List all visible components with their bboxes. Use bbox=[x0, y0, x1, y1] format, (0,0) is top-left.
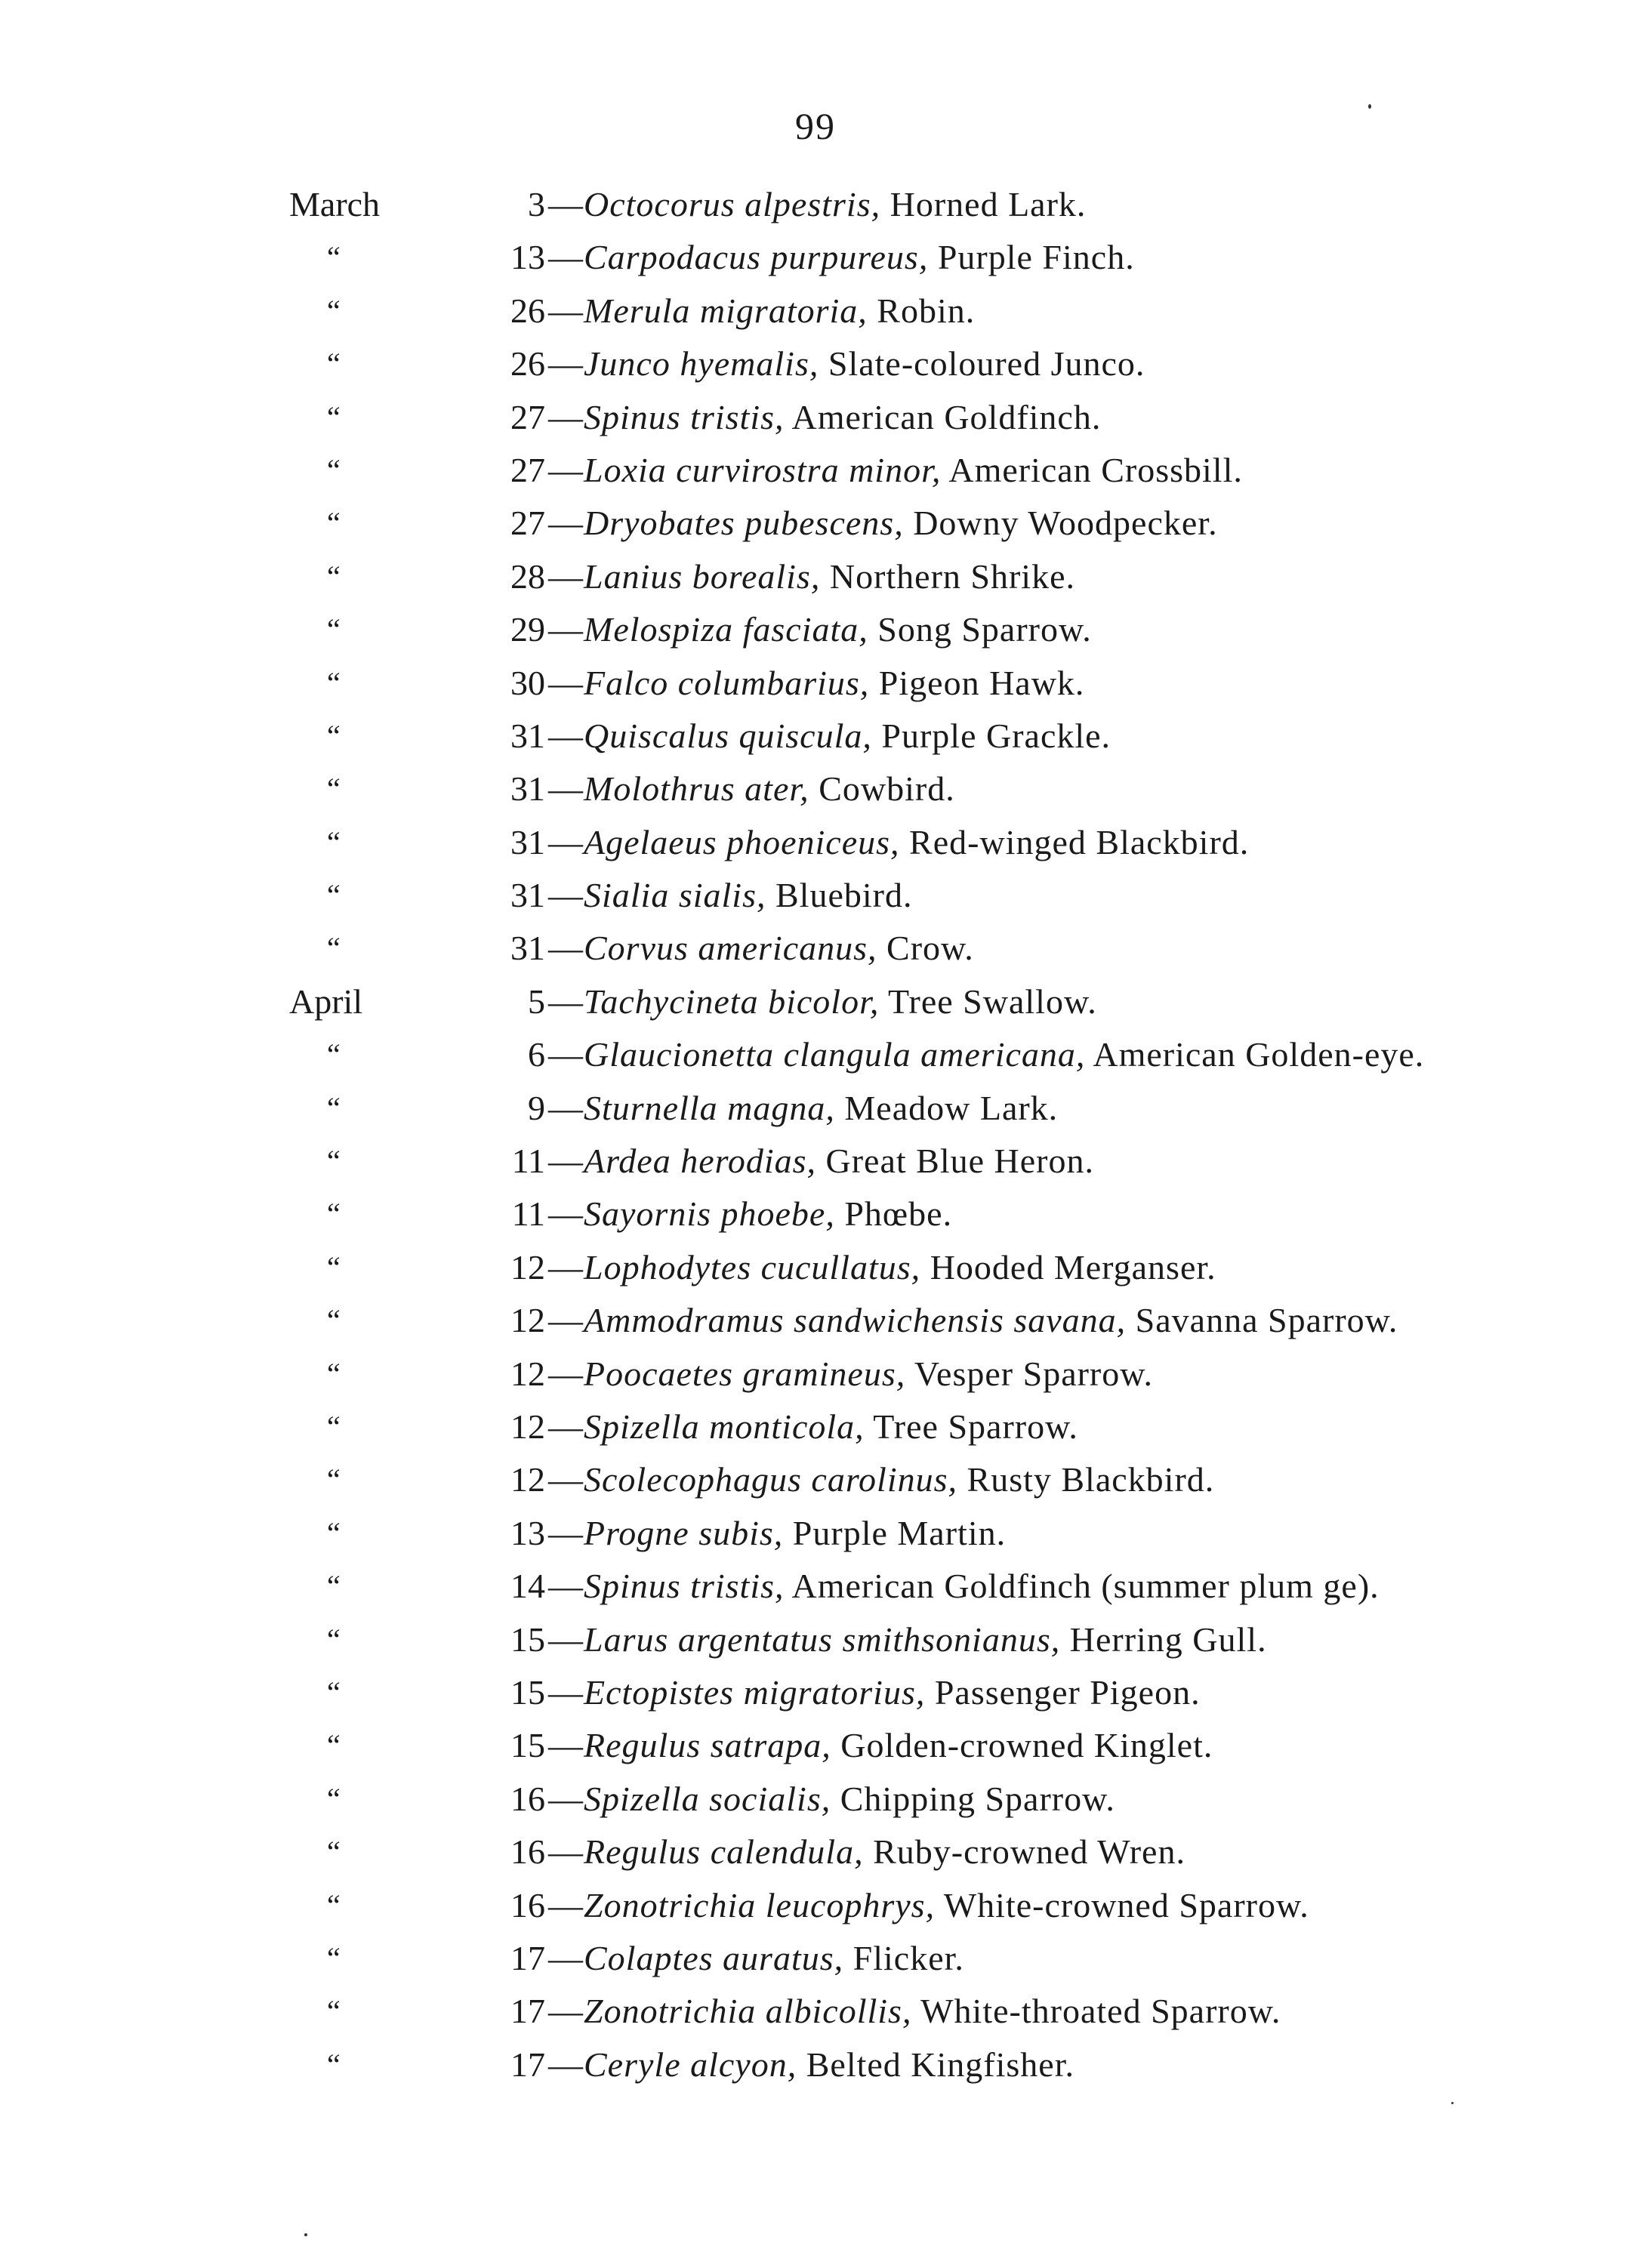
list-item bbox=[0, 1453, 1631, 1506]
common-name: American Goldfinch (summer plum ge). bbox=[784, 1567, 1380, 1606]
common-name: Bluebird. bbox=[766, 876, 913, 915]
common-name: Purple Finch. bbox=[928, 238, 1135, 277]
common-name: Song Sparrow. bbox=[868, 610, 1092, 649]
scientific-name: Molothrus ater, bbox=[584, 769, 809, 809]
scientific-name: Merula migratoria, bbox=[584, 291, 868, 330]
common-name: Crow. bbox=[877, 929, 974, 968]
entry-text: —Regulus calendula, Ruby-crowned Wren. bbox=[548, 1832, 1185, 1872]
common-name: Savanna Sparrow. bbox=[1126, 1301, 1398, 1340]
entry-text: —Spizella socialis, Chipping Sparrow. bbox=[548, 1779, 1115, 1818]
common-name: Rusty Blackbird. bbox=[957, 1460, 1215, 1499]
ditto-mark: “ bbox=[327, 1835, 341, 1869]
ditto-mark: “ bbox=[327, 1569, 341, 1604]
list-item bbox=[0, 1932, 1631, 1985]
entry-text: —Poocaetes gramineus, Vesper Sparrow. bbox=[548, 1354, 1153, 1393]
ditto-mark: “ bbox=[327, 559, 341, 593]
entry-text: —Merula migratoria, Robin. bbox=[548, 291, 976, 330]
ditto-mark: “ bbox=[327, 1728, 341, 1763]
ditto-mark: “ bbox=[327, 2047, 341, 2082]
ditto-mark: “ bbox=[327, 878, 341, 913]
scientific-name: Ammodramus sandwichensis savana, bbox=[584, 1301, 1127, 1340]
day-number: 17 bbox=[510, 1938, 545, 1977]
scientific-name: Sayornis phoebe, bbox=[584, 1194, 835, 1234]
entry-text: —Junco hyemalis, Slate-coloured Junco. bbox=[548, 344, 1145, 384]
list-item bbox=[0, 657, 1631, 710]
scientific-name: Progne subis, bbox=[584, 1513, 784, 1552]
common-name: Horned Lark. bbox=[880, 185, 1087, 223]
ditto-mark: “ bbox=[327, 1675, 341, 1709]
day-number: 30 bbox=[510, 663, 545, 702]
day-number: 15 bbox=[510, 1619, 545, 1659]
ditto-mark: “ bbox=[327, 1994, 341, 2029]
scientific-name: Tachycineta bicolor, bbox=[584, 981, 880, 1021]
day-number: 12 bbox=[510, 1460, 545, 1499]
ditto-mark: “ bbox=[327, 452, 341, 487]
scientific-name: Ectopistes migratorius, bbox=[584, 1672, 926, 1712]
ditto-mark: “ bbox=[327, 1144, 341, 1179]
day-number: 27 bbox=[510, 450, 545, 489]
entry-text: —Colaptes auratus, Flicker. bbox=[548, 1938, 964, 1977]
list-item bbox=[0, 550, 1631, 603]
common-name: American Goldfinch. bbox=[784, 397, 1102, 436]
scientific-name: Zonotrichia leucophrys, bbox=[584, 1885, 936, 1924]
page-number: 99 bbox=[795, 105, 836, 147]
entry-text: —Spinus tristis, American Goldfinch (summer plum ge). bbox=[548, 1567, 1380, 1606]
list-item bbox=[0, 1666, 1631, 1719]
entry-text: —Regulus satrapa, Golden-crowned Kinglet. bbox=[548, 1726, 1213, 1765]
entry-text: —Larus argentatus smithsonianus, Herring Gull. bbox=[548, 1619, 1267, 1659]
print-speck bbox=[304, 2233, 307, 2236]
common-name: Northern Shrike. bbox=[820, 556, 1075, 596]
ditto-mark: “ bbox=[327, 1409, 341, 1444]
month-label: April bbox=[289, 981, 363, 1021]
ditto-mark: “ bbox=[327, 1037, 341, 1072]
ditto-mark: “ bbox=[327, 1515, 341, 1550]
day-number: 16 bbox=[510, 1832, 545, 1872]
ditto-mark: “ bbox=[327, 1781, 341, 1816]
entry-text: —Molothrus ater, Cowbird. bbox=[548, 769, 955, 809]
scientific-name: Spizella monticola, bbox=[584, 1407, 865, 1446]
common-name: American Crossbill. bbox=[941, 450, 1243, 489]
list-item bbox=[0, 391, 1631, 444]
day-number: 5 bbox=[528, 981, 545, 1021]
day-number: 15 bbox=[510, 1726, 545, 1765]
entry-text: —Falco columbarius, Pigeon Hawk. bbox=[548, 663, 1085, 702]
common-name: Herring Gull. bbox=[1060, 1619, 1267, 1659]
entry-text: —Zonotrichia leucophrys, White-crowned Sparrow. bbox=[548, 1885, 1309, 1924]
ditto-mark: “ bbox=[327, 240, 341, 275]
ditto-mark: “ bbox=[327, 1250, 341, 1284]
day-number: 16 bbox=[510, 1779, 545, 1818]
entry-text: —Ardea herodias, Great Blue Heron. bbox=[548, 1142, 1095, 1181]
day-number: 15 bbox=[510, 1672, 545, 1712]
list-item bbox=[0, 1773, 1631, 1826]
day-number: 31 bbox=[510, 929, 545, 968]
day-number: 17 bbox=[510, 2045, 545, 2084]
ditto-mark: “ bbox=[327, 1197, 341, 1231]
common-name: American Golden-eye. bbox=[1085, 1035, 1425, 1074]
list-item bbox=[0, 2038, 1631, 2091]
ditto-mark: “ bbox=[327, 1940, 341, 1975]
day-number: 6 bbox=[528, 1035, 545, 1074]
entry-text: —Octocorus alpestris, Horned Lark. bbox=[548, 185, 1087, 223]
common-name: Red-winged Blackbird. bbox=[899, 822, 1250, 861]
common-name: Slate-coloured Junco. bbox=[819, 344, 1145, 384]
scientific-name: Carpodacus purpureus, bbox=[584, 238, 929, 277]
day-number: 9 bbox=[528, 1088, 545, 1127]
scientific-name: Spinus tristis, bbox=[584, 1567, 785, 1606]
list-item bbox=[0, 603, 1631, 656]
common-name: Robin. bbox=[867, 291, 976, 330]
day-number: 31 bbox=[510, 769, 545, 809]
scientific-name: Agelaeus phoeniceus, bbox=[584, 822, 900, 861]
day-number: 27 bbox=[510, 504, 545, 543]
day-number: 12 bbox=[510, 1247, 545, 1287]
bird-arrival-list bbox=[0, 178, 1631, 2091]
entry-text: —Ammodramus sandwichensis savana, Savanna Sparrow. bbox=[548, 1301, 1398, 1340]
list-item bbox=[0, 285, 1631, 337]
day-number: 14 bbox=[510, 1567, 545, 1606]
list-item bbox=[0, 1613, 1631, 1666]
list-item bbox=[0, 763, 1631, 815]
scientific-name: Larus argentatus smithsonianus, bbox=[584, 1619, 1061, 1659]
scientific-name: Melospiza fasciata, bbox=[584, 610, 868, 649]
common-name: Passenger Pigeon. bbox=[925, 1672, 1201, 1712]
day-number: 26 bbox=[510, 344, 545, 384]
list-item bbox=[0, 1294, 1631, 1347]
list-item bbox=[0, 1188, 1631, 1240]
day-number: 31 bbox=[510, 876, 545, 915]
common-name: Ruby-crowned Wren. bbox=[863, 1832, 1185, 1872]
list-item bbox=[0, 922, 1631, 975]
common-name: Chipping Sparrow. bbox=[831, 1779, 1115, 1818]
entry-text: —Zonotrichia albicollis, White-throated Sparrow. bbox=[548, 1992, 1281, 2031]
scientific-name: Lophodytes cucullatus, bbox=[584, 1247, 921, 1287]
day-number: 12 bbox=[510, 1354, 545, 1393]
day-number: 13 bbox=[510, 238, 545, 277]
ditto-mark: “ bbox=[327, 1356, 341, 1391]
day-number: 31 bbox=[510, 822, 545, 861]
entry-text: —Sturnella magna, Meadow Lark. bbox=[548, 1088, 1059, 1127]
ditto-mark: “ bbox=[327, 718, 341, 753]
day-number: 28 bbox=[510, 556, 545, 596]
ditto-mark: “ bbox=[327, 931, 341, 966]
print-speck bbox=[1368, 104, 1371, 109]
month-label: March bbox=[289, 185, 381, 223]
common-name: Belted Kingfisher. bbox=[797, 2045, 1075, 2084]
entry-text: —Sialia sialis, Bluebird. bbox=[548, 876, 913, 915]
common-name: Pigeon Hawk. bbox=[869, 663, 1085, 702]
day-number: 27 bbox=[510, 397, 545, 436]
common-name: Purple Grackle. bbox=[871, 716, 1111, 755]
day-number: 17 bbox=[510, 1992, 545, 2031]
common-name: Vesper Sparrow. bbox=[905, 1354, 1153, 1393]
list-item bbox=[0, 1401, 1631, 1453]
ditto-mark: “ bbox=[327, 824, 341, 859]
scientific-name: Octocorus alpestris, bbox=[584, 185, 881, 223]
scientific-name: Sialia sialis, bbox=[584, 876, 766, 915]
scientific-name: Dryobates pubescens, bbox=[584, 504, 904, 543]
day-number: 11 bbox=[511, 1142, 545, 1181]
entry-text: —Lanius borealis, Northern Shrike. bbox=[548, 556, 1075, 596]
ditto-mark: “ bbox=[327, 772, 341, 806]
ditto-mark: “ bbox=[327, 1622, 341, 1656]
entry-text: —Progne subis, Purple Martin. bbox=[548, 1513, 1007, 1552]
entry-text: —Loxia curvirostra minor, American Crossbill. bbox=[548, 450, 1243, 489]
list-item bbox=[0, 337, 1631, 390]
list-item bbox=[0, 1560, 1631, 1613]
entry-text: —Agelaeus phoeniceus, Red-winged Blackbird. bbox=[548, 822, 1250, 861]
ditto-mark: “ bbox=[327, 293, 341, 328]
scientific-name: Lanius borealis, bbox=[584, 556, 821, 596]
day-number: 12 bbox=[510, 1301, 545, 1340]
common-name: White-throated Sparrow. bbox=[911, 1992, 1281, 2031]
scientific-name: Colaptes auratus, bbox=[584, 1938, 844, 1977]
list-item bbox=[0, 1028, 1631, 1081]
scientific-name: Corvus americanus, bbox=[584, 929, 877, 968]
scientific-name: Zonotrichia albicollis, bbox=[584, 1992, 912, 2031]
ditto-mark: “ bbox=[327, 506, 341, 541]
list-item bbox=[0, 710, 1631, 763]
scientific-name: Ardea herodias, bbox=[584, 1142, 817, 1181]
list-item bbox=[0, 1826, 1631, 1878]
scientific-name: Regulus calendula, bbox=[584, 1832, 864, 1872]
scientific-name: Glaucionetta clangula americana, bbox=[584, 1035, 1086, 1074]
scientific-name: Ceryle alcyon, bbox=[584, 2045, 797, 2084]
list-item bbox=[0, 975, 1631, 1028]
day-number: 29 bbox=[510, 610, 545, 649]
common-name: White-crowned Sparrow. bbox=[935, 1885, 1309, 1924]
entry-text: —Spinus tristis, American Goldfinch. bbox=[548, 397, 1102, 436]
ditto-mark: “ bbox=[327, 1090, 341, 1125]
scientific-name: Spizella socialis, bbox=[584, 1779, 831, 1818]
list-item bbox=[0, 1719, 1631, 1772]
list-item bbox=[0, 869, 1631, 922]
common-name: Flicker. bbox=[843, 1938, 964, 1977]
scientific-name: Quiscalus quiscula, bbox=[584, 716, 872, 755]
common-name: Purple Martin. bbox=[783, 1513, 1007, 1552]
entry-text: —Spizella monticola, Tree Sparrow. bbox=[548, 1407, 1078, 1446]
list-item bbox=[0, 1135, 1631, 1188]
entry-text: —Dryobates pubescens, Downy Woodpecker. bbox=[548, 504, 1218, 543]
entry-text: —Ceryle alcyon, Belted Kingfisher. bbox=[548, 2045, 1075, 2084]
list-item bbox=[0, 497, 1631, 550]
list-item bbox=[0, 1879, 1631, 1932]
day-number: 3 bbox=[528, 185, 545, 223]
scientific-name: Spinus tristis, bbox=[584, 397, 785, 436]
ditto-mark: “ bbox=[327, 1462, 341, 1497]
entry-text: —Corvus americanus, Crow. bbox=[548, 929, 974, 968]
entry-text: —Quiscalus quiscula, Purple Grackle. bbox=[548, 716, 1111, 755]
ditto-mark: “ bbox=[327, 1887, 341, 1922]
day-number: 11 bbox=[511, 1194, 545, 1234]
list-item bbox=[0, 1507, 1631, 1560]
list-item bbox=[0, 178, 1631, 231]
entry-text: —Melospiza fasciata, Song Sparrow. bbox=[548, 610, 1092, 649]
common-name: Tree Swallow. bbox=[879, 981, 1097, 1021]
list-item bbox=[0, 444, 1631, 497]
scientific-name: Regulus satrapa, bbox=[584, 1726, 831, 1765]
entry-text: —Ectopistes migratorius, Passenger Pigeon. bbox=[548, 1672, 1201, 1712]
print-speck bbox=[1451, 2102, 1454, 2104]
ditto-mark: “ bbox=[327, 1303, 341, 1338]
list-item bbox=[0, 1082, 1631, 1135]
list-item bbox=[0, 816, 1631, 869]
day-number: 12 bbox=[510, 1407, 545, 1446]
common-name: Cowbird. bbox=[809, 769, 955, 809]
entry-text: —Carpodacus purpureus, Purple Finch. bbox=[548, 238, 1135, 277]
day-number: 16 bbox=[510, 1885, 545, 1924]
ditto-mark: “ bbox=[327, 399, 341, 434]
day-number: 13 bbox=[510, 1513, 545, 1552]
scientific-name: Sturnella magna, bbox=[584, 1088, 835, 1127]
entry-text: —Lophodytes cucullatus, Hooded Merganser. bbox=[548, 1247, 1216, 1287]
day-number: 26 bbox=[510, 291, 545, 330]
common-name: Golden-crowned Kinglet. bbox=[831, 1726, 1213, 1765]
common-name: Meadow Lark. bbox=[834, 1088, 1059, 1127]
day-number: 31 bbox=[510, 716, 545, 755]
ditto-mark: “ bbox=[327, 347, 341, 381]
entry-text: —Scolecophagus carolinus, Rusty Blackbird. bbox=[548, 1460, 1215, 1499]
scientific-name: Scolecophagus carolinus, bbox=[584, 1460, 958, 1499]
scientific-name: Loxia curvirostra minor, bbox=[584, 450, 942, 489]
ditto-mark: “ bbox=[327, 612, 341, 647]
common-name: Tree Sparrow. bbox=[864, 1407, 1078, 1446]
common-name: Hooded Merganser. bbox=[920, 1247, 1216, 1287]
common-name: Great Blue Heron. bbox=[816, 1142, 1095, 1181]
entry-text: —Tachycineta bicolor, Tree Swallow. bbox=[548, 981, 1097, 1021]
scientific-name: Poocaetes gramineus, bbox=[584, 1354, 906, 1393]
entry-text: —Sayornis phoebe, Phœbe. bbox=[548, 1194, 953, 1234]
list-item bbox=[0, 1985, 1631, 2038]
common-name: Downy Woodpecker. bbox=[903, 504, 1218, 543]
common-name: Phœbe. bbox=[834, 1194, 953, 1234]
scientific-name: Junco hyemalis, bbox=[584, 344, 819, 384]
list-item bbox=[0, 1241, 1631, 1294]
entry-text: —Glaucionetta clangula americana, American Golden-eye. bbox=[548, 1035, 1425, 1074]
list-item bbox=[0, 231, 1631, 284]
scientific-name: Falco columbarius, bbox=[584, 663, 870, 702]
ditto-mark: “ bbox=[327, 665, 341, 700]
list-item bbox=[0, 1348, 1631, 1401]
